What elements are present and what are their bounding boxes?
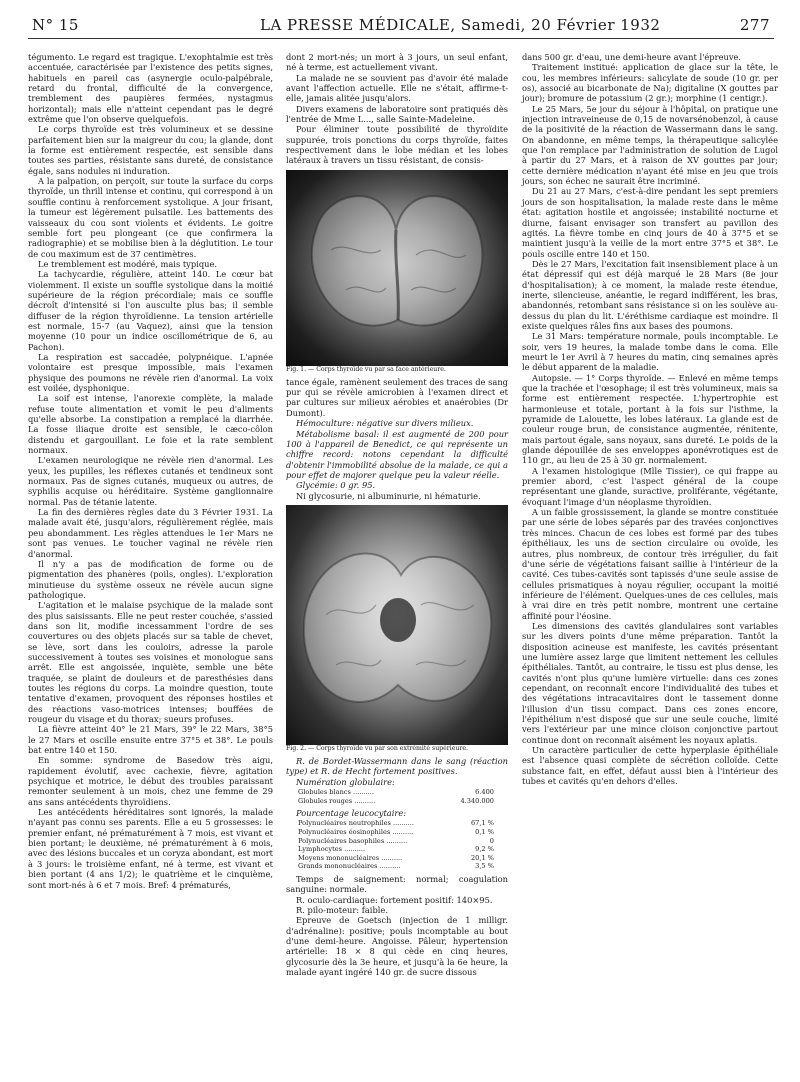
paragraph: Hémoculture: négative sur divers milieux. — [296, 418, 474, 429]
paragraph: Autopsie. — 1° Corps thyroïde. — Enlevé en même temps que la trachée et l'œsophage; il est très volumineux, mais sa forme est entièrement respectée. L'hypertrophie est harmonieuse et totale, portant à la fois sur l'isthme, la pyramide de Lalouette, les lobes latéraux. La glande est de couleur rouge brun, de consistance augmentée, rénitente, mais partout égale, sans noyaux, sans dureté. Le poids de la glande dépouillée de ses enveloppes aponévrotiques est de 110 gr., au lieu de 25 à 30 gr. normalement. — [522, 372, 778, 466]
table-cell: Polynucléaires neutrophiles .......... — [298, 819, 414, 828]
table-cell: 0,1 % — [475, 828, 494, 837]
table-cell: 20,1 % — [470, 853, 494, 862]
table-row — [286, 845, 508, 854]
paragraph: Pour éliminer toute possibilité de thyroïdite suppurée, trois ponctions du corps thyroïde, faites respectivement dans le lobe médian et les lobes latéraux à travers un tissu résistant, de consis- — [286, 124, 508, 166]
paragraph: Le 31 Mars: température normale, pouls incomptable. Le soir, vers 19 heures, la malade tombe dans le coma. Elle meurt le 1er Avril à 7 heures du matin, cinq semaines après le début apparent de la maladie. — [522, 331, 778, 373]
figure-1 — [286, 170, 508, 374]
table-cell: Globules blancs .......... — [298, 787, 374, 796]
column-middle — [286, 52, 508, 977]
paragraph: tance égale, ramènent seulement des traces de sang pur qui se révèle amicrobien à l'examen direct et par cultures sur milieux aérobies et anaérobies (Dr Dumont). — [286, 376, 508, 418]
paragraph: Le 25 Mars, 5e jour du séjour à l'hôpital, on pratique une injection intraveineuse de 0,15 de novarsénobenzol, à cause de la positivité de la réaction de Wassermann dans le sang. On abandonne, en même temps, la thérapeutique salicylée que l'on remplace par l'administration de solution de Lugol à partir du 27 Mars, et à raison de XV gouttes par jour; cette dernière médication n'ayant été mise en jeu que trois jours, son échec ne saurait être incriminé. — [522, 103, 778, 187]
paragraph: Numération globulaire: — [296, 776, 395, 787]
paragraph: Pourcentage leucocytaire: — [296, 808, 407, 819]
table-cell: 3,5 % — [475, 862, 494, 871]
paragraph: Ni glycosurie, ni albuminurie, ni hématurie. — [296, 490, 481, 501]
table-row — [286, 819, 508, 828]
figure-caption: Fig. 1. — Corps thyroïde vu par sa face antérieure. — [286, 365, 446, 373]
paragraph: dans 500 gr. d'eau, une demi-heure avant l'épreuve. — [522, 52, 742, 62]
paragraph: Traitement institué: application de glace sur la tête, le cou, les membres inférieurs: salicylate de soude (10 gr. per os), associé au bicarbonate de Na); digitaline (X gouttes par jour); bromure de potassium (2 gr.); morphine (1 centigr.). — [522, 62, 778, 104]
table-row — [286, 797, 508, 806]
table-row — [286, 862, 508, 871]
paragraph: R. pilo-moteur: faible. — [296, 905, 388, 916]
leucocyte-table — [286, 819, 508, 871]
table-cell: 4.340.000 — [460, 796, 494, 805]
table-cell: 0 — [489, 836, 494, 845]
blood-count-table — [286, 788, 508, 805]
paragraph: Métabolisme basal: il est augmenté de 200 pour 100 à l'appareil de Benedict, ce qui représente un chiffre record: notons cependant la difficulté d'obtenir l'immobilité absolue de la malade, ce qui a pour effet de majorer quelque peu la valeur réelle. — [286, 428, 508, 480]
paragraph: Il n'y a pas de modification de forme ou de pigmentation des phanères (poils, ongles). L'exploration minutieuse du système osseux ne révèle aucun signe pathologique. — [28, 558, 273, 600]
paragraph: A l'examen histologique (Mlle Tissier), ce qui frappe au premier abord, c'est l'aspect général de la coupe représentant une glande, suractive, proliférante, végétante, évoquant l'image d'un néoplasme thyroïdien. — [522, 465, 778, 507]
paragraph: A la palpation, on perçoit, sur toute la surface du corps thyroïde, un thrill intense et continu, qui correspond à un souffle continu à renforcement systolique. A jour frisant, la tumeur est légèrement pulsatile. Les battements des vaisseaux du cou sont violents et évidents. Le goitre semble fort peu plongeant (ce que confirmera la radiographie) et se mobilise bien à la déglutition. Le tour de cou maximum est de 37 centimètres. — [28, 176, 273, 259]
paragraph: Le tremblement est modéré, mais typique. — [38, 258, 218, 269]
thyroid-photo-superior — [286, 505, 508, 745]
paragraph: En somme: syndrome de Basedow très aigu, rapidement évolutif, avec cachexie, fièvre, agitation psychique et motrice, le début des troubles paraissant remonter seulement à un mois, chez une femme de 29 ans sans antécédents thyroïdiens. — [28, 755, 273, 807]
paragraph: La respiration est saccadée, polypnéique. L'apnée volontaire est presque impossible, mais l'examen physique des poumons ne révèle rien d'anormal. La voix est voilée, dysphonique. — [28, 351, 273, 393]
paragraph: dont 2 mort-nés; un mort à 3 jours, un seul enfant, né à terme, est actuellement vivant. — [286, 52, 508, 73]
paragraph: Dès le 27 Mars, l'excitation fait insensiblement place à un état dépressif qui est déjà marqué le 28 Mars (8e jour d'hospitalisation); à ce moment, la malade reste étendue, inerte, silencieuse, anéantie, le regard indifférent, les bras, abandonnés, retombant sans résistance si on les soulève au-dessus du plan du lit. L'éréthisme cardiaque est moindre. Il existe quelques râles fins aux bases des poumons. — [522, 258, 778, 331]
page-number: 277 — [739, 16, 770, 34]
table-row — [286, 828, 508, 837]
column-right — [522, 52, 778, 786]
paragraph: Du 21 au 27 Mars, c'est-à-dire pendant les sept premiers jours de son hospitalisation, la malade reste dans le même état: agitation hostile et angoissée; instabilité nocturne et diurne, faisant envisager son transfert au pavillon des agités. La fièvre tombe en cinq jours de 40 à 37°5 et se maintient jusqu'à la veille de la mort entre 37°5 et 38°. Le pouls oscille entre 140 et 150. — [522, 186, 778, 259]
paragraph: R. de Bordet-Wassermann dans le sang (réaction type) et R. de Hecht fortement positives. — [286, 755, 508, 777]
paragraph: L'agitation et le malaise psychique de la malade sont des plus saisissants. Elle ne peut rester couchée, s'assied dans son lit, modifie incessamment l'ordre de ses couvertures ou des objets placés sur sa table de chevet, se lève, sort dans les couloirs, adresse la parole successivement à toutes ses voisines et monologue sans arrêt. Elle est angoissée, inquiète, semble une bête traquée, se plaint de douleurs et de paresthésies dans toutes les régions du corps. La moindre question, toute tentative d'examen, provoquent des réponses hostiles et des réactions vaso-motrices intenses; bouffées de rougeur du visage et du thorax; sueurs profuses. — [28, 600, 273, 724]
paragraph: tégumento. Le regard est tragique. L'exophtalmie est très accentuée, caractérisée par l'existence des petits signes, habituels en pareil cas (asynergie oculo-palpébrale, retard du frontal, difficulté de la convergence, tremblement des paupières fermées, nystagmus horizontal); mais elle n'atteint cependant pas le degré extrême que l'on observe quelquefois. — [28, 52, 273, 125]
paragraph: R. oculo-cardiaque: fortement positif: 140×95. — [296, 894, 493, 905]
paragraph: Glycémie: 0 gr. 95. — [296, 480, 376, 491]
journal-title: LA PRESSE MÉDICALE, Samedi, 20 Février 1932 — [260, 16, 661, 34]
thyroid-photo-anterior — [286, 170, 508, 366]
paragraph: Un caractère particulier de cette hyperplasie épithéliale est l'absence quasi complète de sécrétion colloïde. Cette substance fait, en effet, défaut aussi bien à l'intérieur des tubes et cavités qu'en dehors d'elles. — [522, 745, 778, 787]
table-cell: 67,1 % — [470, 819, 494, 828]
paragraph: A un faible grossissement, la glande se montre constituée par une série de lobes séparés par des travées conjonctives très minces. Chacun de ces lobes est formé par des tubes épithéliaux, les uns de section circulaire ou ovoïde, les autres, plus nombreux, de contour très irrégulier, du fait d'une série de végétations faisant saillie à l'intérieur de la cavité. Ces tubes-cavités sont tapissés d'une seule assise de cellules prismatiques à noyau régulier, occupant la moitié inférieure de l'élément. Quelques-unes de ces cellules, mais à vrai dire en très petit nombre, montrent une certaine affinité pour l'éosine. — [522, 507, 778, 621]
table-cell: Grands mononucléaires .......... — [298, 862, 401, 871]
paragraph: Divers examens de laboratoire sont pratiqués dès l'entrée de Mme L..., salle Sainte-Madeleine. — [286, 103, 508, 125]
paragraph: L'examen neurologique ne révèle rien d'anormal. Les yeux, les pupilles, les réflexes cutanés et tendineux sont normaux. Pas de signes cutanés, muqueux ou autres, de syphilis acquise ou héréditaire. Système ganglionnaire normal. Pas de tétanie latente. — [28, 455, 273, 507]
paragraph: Les antécédents héréditaires sont ignorés, la malade n'ayant pas connu ses parents. Elle a eu 5 grossesses: le premier enfant, né prématurément à 7 mois, est vivant et bien portant; le deuxième, né prématurément à 6 mois, avec des lésions buccales et un coryza abondant, est mort à 3 jours: le troisième enfant, né à terme, est vivant et bien portant (4 ans 1/2); le quatrième et le cinquième, sont mort-nés à 6 et 7 mois. Bref: 4 prématurés, — [28, 807, 273, 890]
table-cell: Polynucléaires éosinophiles .......... — [298, 828, 414, 837]
table-cell: Globules rouges .......... — [298, 796, 376, 805]
paragraph: La fin des dernières règles date du 3 Février 1931. La malade avait été, jusqu'alors, régulièrement réglée, mais peu abondamment. Les règles attendues le 1er Mars ne sont pas venues. Le toucher vaginal ne révèle rien d'anormal. — [28, 507, 273, 559]
page-header — [28, 14, 774, 39]
paragraph: La soif est intense, l'anorexie complète, la malade refuse toute alimentation et vomit le peu d'aliments qu'elle absorbe. La constipation a remplacé la diarrhée. La fosse iliaque droite est sensible, le cæco-côlon distendu et gargouillant. Le foie et la rate semblent normaux. — [28, 393, 273, 456]
paragraph: La fièvre atteint 40° le 21 Mars, 39° le 22 Mars, 38°5 le 27 Mars et oscille ensuite entre 37°5 et 38°. Le pouls bat entre 140 et 150. — [28, 724, 273, 756]
table-row — [286, 854, 508, 863]
figure-2 — [286, 505, 508, 753]
table-cell: Moyens mononucléaires .......... — [298, 853, 403, 862]
column-left — [28, 52, 273, 890]
paragraph: Le corps thyroïde est très volumineux et se dessine parfaitement bien sur la maigreur du cou; la glande, dont la forme est entièrement respectée, est sensible dans toutes ses parties, résistante sans dureté, de consistance égale, sans nodules ni induration. — [28, 124, 273, 176]
paragraph: Epreuve de Goetsch (injection de 1 milligr. d'adrénaline): positive; pouls incomptable au bout d'une demi-heure. Angoisse. Pâleur, hypertension artérielle: 18 × 8 qui cède en cinq heures, glycosurie dès la 3e heure, et jusqu'à la 6e heure, la malade ayant ingéré 140 gr. de sucre dissous — [286, 915, 508, 978]
paragraph: Temps de saignement: normal; coagulation sanguine: normale. — [286, 874, 508, 895]
table-cell: 9,2 % — [475, 845, 494, 854]
table-cell: Polynucléaires basophiles .......... — [298, 836, 408, 845]
table-row — [286, 837, 508, 846]
table-cell: Lymphocytes .......... — [298, 845, 366, 854]
paragraph: La malade ne se souvient pas d'avoir été malade avant l'affection actuelle. Elle ne s'était, affirme-t-elle, jamais alitée jusqu'alors. — [286, 72, 508, 104]
figure-caption: Fig. 2. — Corps thyroïde vu par son extrémité supérieure. — [286, 744, 468, 752]
table-row — [286, 788, 508, 797]
paragraph: Les dimensions des cavités glandulaires sont variables sur les divers points d'une même préparation. Tantôt la disposition acineuse est manifeste, les cavités présentant une lumière assez large que limitent nettement les cellules épithéliales. Tantôt, au contraire, le tissu est plus dense, les cavités n'ont plus qu'une lumière virtuelle: dans ces zones cependant, on reconnaît encore l'individualité des tubes et des végétations intracavitaires dont le tassement donne l'illusion d'un tissu compact. Dans ces zones encore, l'épithélium n'est disposé que sur une seule couche, limité vers l'extérieur par une mince cloison conjonctive partout continue dont on reconnaît aisément les noyaux aplatis. — [522, 620, 778, 745]
issue-number: N° 15 — [32, 16, 79, 34]
paragraph: La tachycardie, régulière, atteint 140. Le cœur bat violemment. Il existe un souffle systolique dans la moitié supérieure de la région précordiale; mais ce souffle décroît d'intensité si l'on ausculte plus bas; il semble diffuser de la région thyroïdienne. La tension artérielle est normale, 15-7 (au Vaquez), ainsi que la tension moyenne (10 pour un indice oscillométrique de 6, au Pachon). — [28, 269, 273, 352]
table-cell: 6.400 — [475, 787, 494, 796]
